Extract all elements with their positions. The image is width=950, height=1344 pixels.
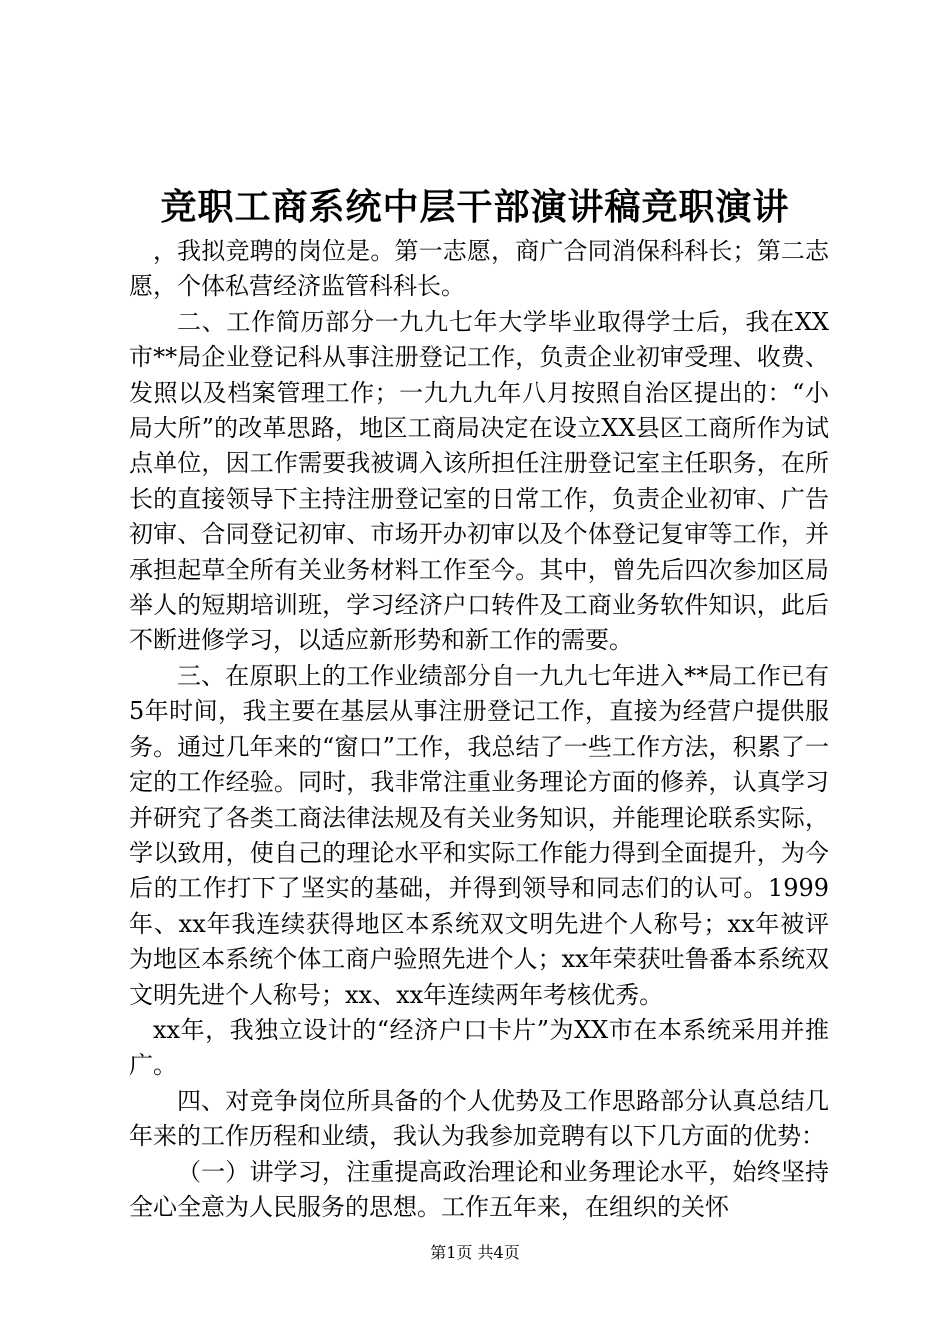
paragraph-work-history: 二、工作简历部分一九九七年大学毕业取得学士后，我在XX市**局企业登记科从事注册登记工作，负责企业初审受理、收费、发照以及档案管理工作；一九九九年八月按照自治区提出的：“小局大所”的改革思路，地区工商局决定在设立XX县区工商所作为试点单位，因工作需要我被调入该所担任注册登记室主任职务，在所长的直接领导下主持注册登记室的日常工作，负责企业初审、广告初审、合同登记初审、市场开办初审以及个体登记复审等工作，并承担起草全所有关业务材料工作至今。其中，曾先后四次参加区局举人的短期培训班，学习经济户口转件及工商业务软件知识，此后不断进修学习，以适应新形势和新工作的需要。 bbox=[129, 307, 829, 655]
paragraph-position-choice: ，我拟竞聘的岗位是。第一志愿，商广合同消保科科长；第二志愿，个体私营经济监管科科长。 bbox=[129, 237, 829, 301]
paragraph-advantages: 四、对竞争岗位所具备的个人优势及工作思路部分认真总结几年来的工作历程和业绩，我认为我参加竞聘有以下几方面的优势： bbox=[129, 1086, 829, 1151]
paragraph-achievements: 三、在原职上的工作业绩部分自一九九七年进入**局工作已有5年时间，我主要在基层从事注册登记工作，直接为经营户提供服务。通过几年来的“窗口”工作，我总结了一些工作方法，积累了一定的工作经验。同时，我非常注重业务理论方面的修养，认真学习并研究了各类工商法律法规及有关业务知识，并能理论联系实际，学以致用，使自己的理论水平和实际工作能力得到全面提升，为今后的工作打下了坚实的基础，并得到领导和同志们的认可。1999年、xx年我连续获得地区本系统双文明先进个人称号；xx年被评为地区本系统个体工商户验照先进个人；xx年荣获吐鲁番本系统双文明先进个人称号；xx、xx年连续两年考核优秀。 bbox=[129, 661, 829, 1009]
paragraph-study: （一）讲学习，注重提高政治理论和业务理论水平，始终坚持全心全意为人民服务的思想。工作五年来，在组织的关怀 bbox=[129, 1157, 829, 1221]
paragraph-card-design: xx年，我独立设计的“经济户口卡片”为XX市在本系统采用并推广。 bbox=[129, 1015, 829, 1080]
document-title: 竞职工商系统中层干部演讲稿竞职演讲 bbox=[160, 186, 790, 228]
document-body bbox=[129, 234, 829, 1225]
page-number-footer: 第1页 共4页 bbox=[430, 1243, 520, 1262]
